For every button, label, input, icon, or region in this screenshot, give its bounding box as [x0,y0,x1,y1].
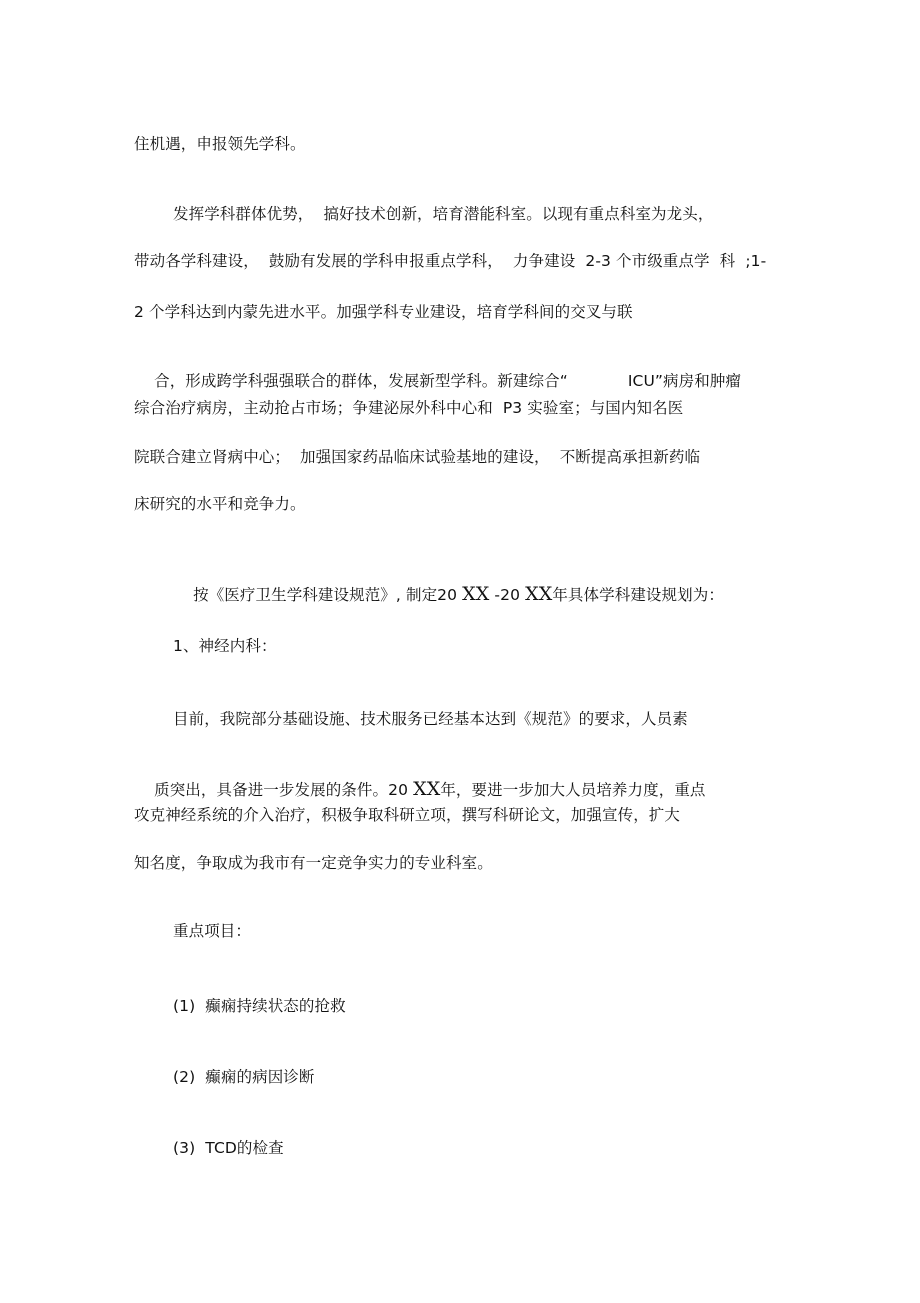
key-project-item: (1) 癫痫持续状态的抢救 [173,997,346,1015]
para1-line5: 综合治疗病房，主动抢占市场；争建泌尿外科中心和 P3 实验室；与国内知名医 [134,399,684,417]
para2-xx1: XX [462,583,490,605]
key-projects-heading: 重点项目： [173,922,252,940]
para1-line2: 带动各学科建设， 鼓励有发展的学科申报重点学科， 力争建设 2-3 个市级重点学 科 ;1- [134,252,767,270]
para1-line4-part-b: ICU”病房和肿瘤 [627,372,742,390]
para3-line4: 知名度，争取成为我市有一定竞争实力的专业科室。 [134,854,493,872]
section1-heading: 1、神经内科： [173,637,277,655]
para2-xx2: XX [525,583,553,605]
key-project-item: (3) TCD的检查 [173,1139,284,1157]
para2-part1: 按《医疗卫生学科建设规范》, 制定20 [193,586,463,604]
para3-line1: 目前，我院部分基础设施、技术服务已经基本达到《规范》的要求，人员素 [173,710,688,728]
para2-part2: -20 [489,586,526,604]
key-project-item: (2) 癫痫的病因诊断 [173,1068,315,1086]
para3-xx: XX [413,778,441,800]
para3-line2-part-a: 质突出，具备进一步发展的条件。20 [154,781,414,799]
para1-line4-part-a: 合，形成跨学科强强联合的群体，发展新型学科。新建综合“ [154,372,568,390]
para1-line6: 院联合建立肾病中心； 加强国家药品临床试验基地的建设， 不断提高承担新药临 [134,448,701,466]
para1-line7: 床研究的水平和竞争力。 [134,495,306,513]
para1-line3: 2 个学科达到内蒙先进水平。加强学科专业建设，培育学科间的交叉与联 [134,303,633,321]
para2-part3: 年具体学科建设规划为： [552,586,724,604]
para2-line [173,561,724,628]
intro-line: 住机遇，申报领先学科。 [134,135,306,153]
para3-line3: 攻克神经系统的介入治疗，积极争取科研立项，撰写科研论文，加强宣传，扩大 [134,806,681,824]
para3-line2-part-b: 年，要进一步加大人员培养力度，重点 [440,781,706,799]
para1-line1: 发挥学科群体优势， 搞好技术创新，培育潜能科室。以现有重点科室为龙头， [173,205,714,223]
